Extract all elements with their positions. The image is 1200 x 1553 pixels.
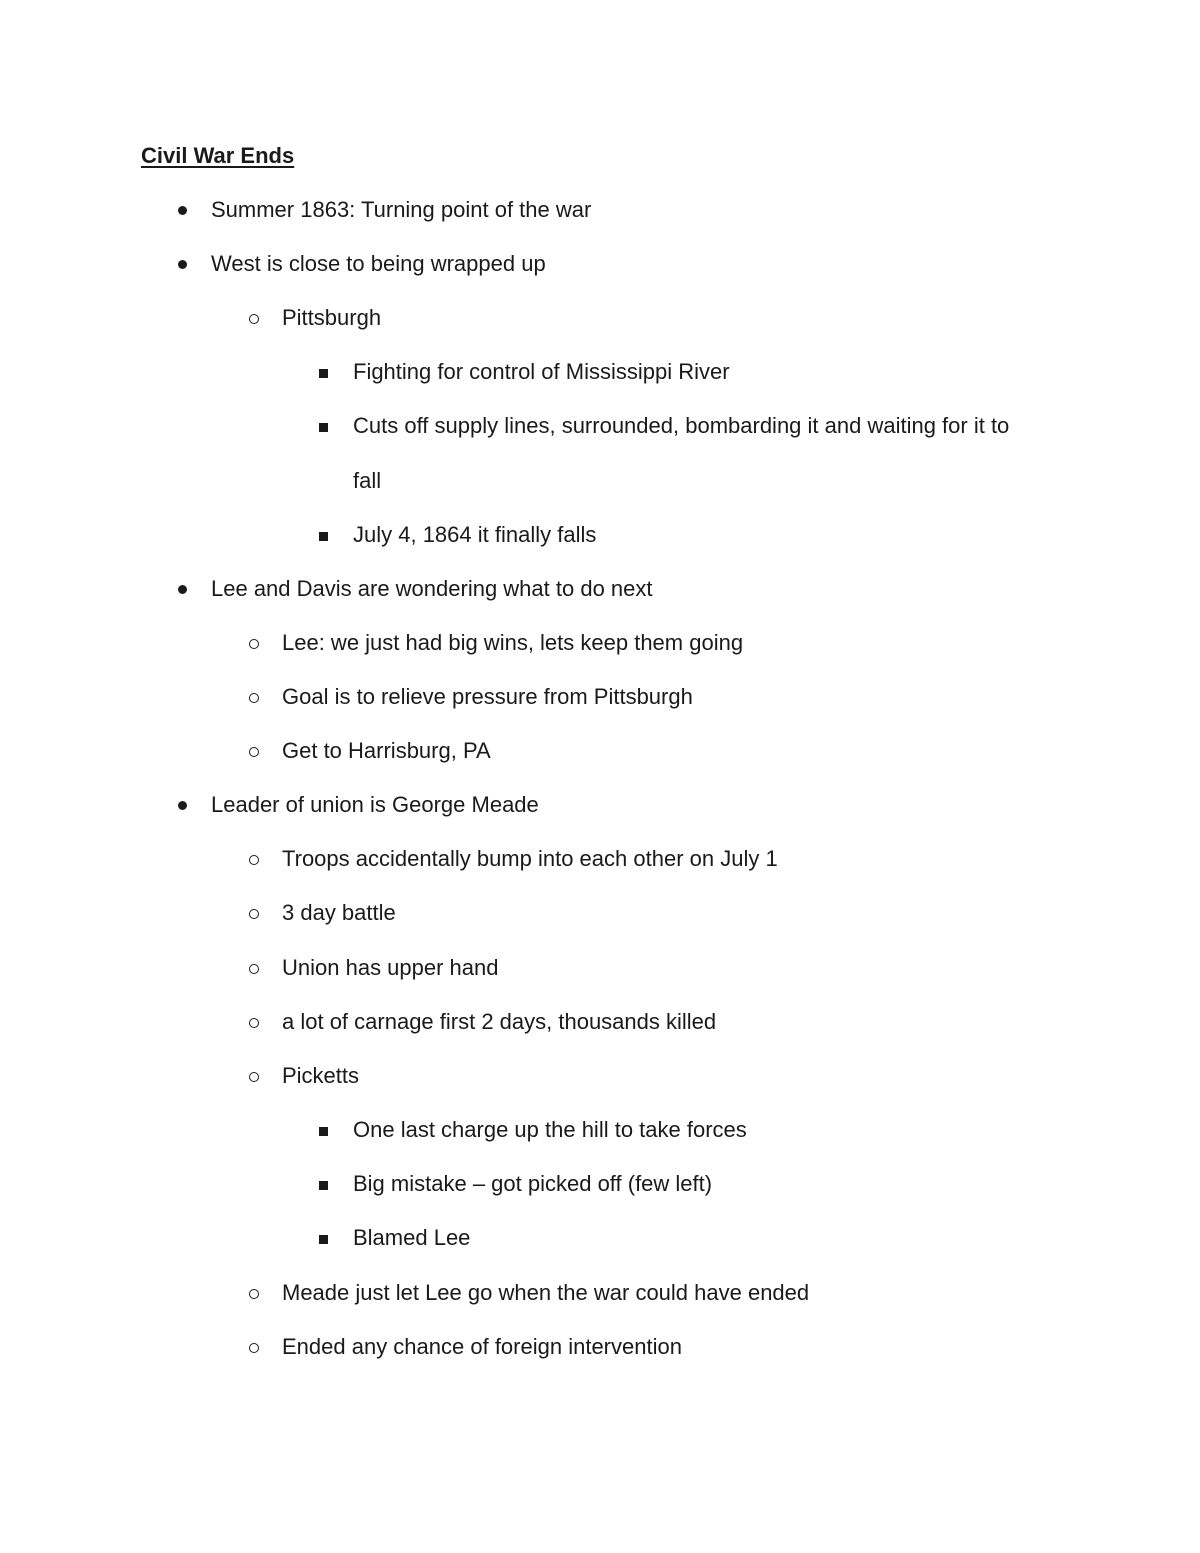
list-item-text: Summer 1863: Turning point of the war <box>211 197 592 222</box>
document-title: Civil War Ends <box>141 143 295 168</box>
bullet-circle-icon <box>249 1072 259 1082</box>
list-item-text: Lee: we just had big wins, lets keep them going <box>282 630 744 655</box>
list-item-text: Meade just let Lee go when the war could have ended <box>282 1280 810 1305</box>
bullet-disc-icon <box>178 585 187 594</box>
bullet-disc-icon <box>178 801 187 810</box>
list-item-text: Lee and Davis are wondering what to do next <box>211 576 653 601</box>
bullet-disc-icon <box>178 206 187 215</box>
bullet-square-icon <box>319 423 328 432</box>
bullet-circle-icon <box>249 855 259 865</box>
list-item-text: July 4, 1864 it finally falls <box>353 522 597 547</box>
bullet-square-icon <box>319 1127 328 1136</box>
list-item-text: Goal is to relieve pressure from Pittsburgh <box>282 684 693 709</box>
list-item-text: Big mistake – got picked off (few left) <box>353 1171 713 1196</box>
bullet-square-icon <box>319 1181 328 1190</box>
list-item-text: Ended any chance of foreign intervention <box>282 1334 682 1359</box>
bullet-circle-icon <box>249 1289 259 1299</box>
bullet-disc-icon <box>178 260 187 269</box>
list-item-text: Pittsburgh <box>282 305 382 330</box>
list-item-text: Troops accidentally bump into each other on July 1 <box>282 846 778 871</box>
bullet-circle-icon <box>249 909 259 919</box>
list-item-text: Fighting for control of Mississippi River <box>353 359 730 384</box>
bullet-circle-icon <box>249 964 259 974</box>
list-item-text: fall <box>353 468 382 493</box>
list-item-text: Get to Harrisburg, PA <box>282 738 491 763</box>
list-item-text: Cuts off supply lines, surrounded, bombarding it and waiting for it to <box>353 413 1010 438</box>
list-item-text: Union has upper hand <box>282 955 499 980</box>
bullet-circle-icon <box>249 639 259 649</box>
list-item-text: Picketts <box>282 1063 360 1088</box>
bullet-circle-icon <box>249 747 259 757</box>
list-item-text: 3 day battle <box>282 900 396 925</box>
list-item-text: Leader of union is George Meade <box>211 792 539 817</box>
list-item-text: Blamed Lee <box>353 1225 471 1250</box>
bullet-circle-icon <box>249 1018 259 1028</box>
bullet-square-icon <box>319 532 328 541</box>
bullet-square-icon <box>319 1235 328 1244</box>
bullet-circle-icon <box>249 1343 259 1353</box>
bullet-square-icon <box>319 369 328 378</box>
bullet-circle-icon <box>249 693 259 703</box>
list-item-text: a lot of carnage first 2 days, thousands killed <box>282 1009 717 1034</box>
list-item-text: West is close to being wrapped up <box>211 251 546 276</box>
bullet-circle-icon <box>249 314 259 324</box>
list-item-text: One last charge up the hill to take forces <box>353 1117 747 1142</box>
